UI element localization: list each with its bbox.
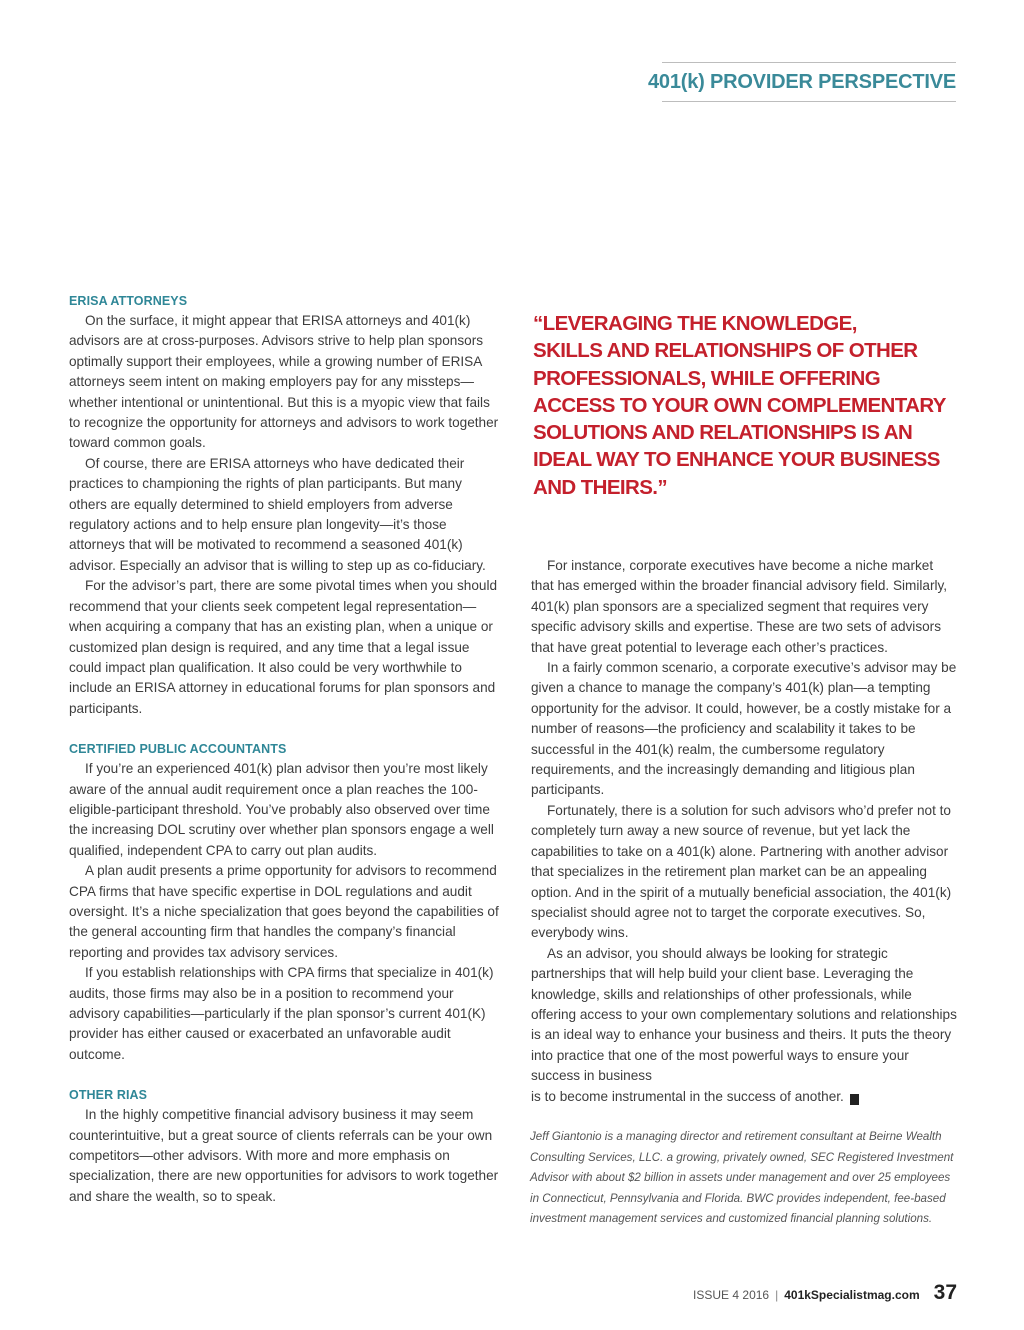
footer-separator: | xyxy=(775,1288,779,1302)
page-footer xyxy=(693,1281,957,1305)
cpa-heading: CERTIFIED PUBLIC ACCOUNTANTS xyxy=(69,742,287,757)
pull-quote: “LEVERAGING THE KNOWLEDGE, SKILLS AND RELATIONSHIPS OF OTHER PROFESSIONALS, WHILE OFFERING ACCESS TO YOUR OWN COMPLEMENTARY SOLUTIONS AND RELATIONSHIPS IS AN IDEAL WAY TO ENHANCE YOUR BUSINESS AND THEIRS.” xyxy=(533,312,946,499)
left-column xyxy=(69,291,499,1207)
right-paragraph-4-closing: is to become instrumental in the success of another. xyxy=(531,1088,844,1104)
erisa-paragraph-1: On the surface, it might appear that ERISA attorneys and 401(k) advisors are at cross-purposes. Advisors strive to help plan sponsors optimally support their employees, while a growing number of ERISA attorneys seem intent on making employers pay for any missteps—whether intentional or unintentional. But this is a myopic view that fails to recognize the opportunity for attorneys and advisors to work together toward common goals. xyxy=(69,313,499,451)
right-paragraph-1: For instance, corporate executives have become a niche market that has emerged within the broader financial advisory field. Similarly, 401(k) plan sponsors are a specialized segment that requires very specific advisory skills and expertise. These are two sets of advisors that have great potential to leverage each other’s practices. xyxy=(531,558,948,655)
erisa-paragraph-2: Of course, there are ERISA attorneys who have dedicated their practices to championing the rights of plan participants. But many others are equally determined to shield employers from adverse regulatory actions and to help ensure plan longevity—it’s those attorneys that will be motivated to recommend a seasoned 401(k) advisor. Especially an advisor that is willing to step up as co-fiduciary. xyxy=(69,455,486,573)
erisa-paragraph-3: For the advisor’s part, there are some pivotal times when you should recommend that your clients seek competent legal representation—when acquiring a company that has an existing plan, when a unique or customized plan design is required, and any time that a legal issue could impact plan qualification. It also could be very worthwhile to include an ERISA attorney in educational forums for plan sponsors and participants. xyxy=(69,578,498,716)
right-column xyxy=(531,556,957,1107)
section-label: 401(k) PROVIDER PERSPECTIVE xyxy=(647,71,956,93)
header-rule-top xyxy=(662,62,956,63)
ria-heading: OTHER RIAS xyxy=(69,1088,148,1103)
cpa-paragraph-1: If you’re an experienced 401(k) plan advisor then you’re most likely aware of the annual audit requirement once a plan reaches the 100-eligible-participant threshold. You’ve probably also observed over time the increasing DOL scrutiny over whether plan sponsors engage a well qualified, independent CPA to carry out plan audits. xyxy=(69,761,494,858)
erisa-heading: ERISA ATTORNEYS xyxy=(69,294,188,308)
right-paragraph-2: In a fairly common scenario, a corporate executive’s advisor may be given a chance to manage the company’s 401(k) plan—a tempting opportunity for the advisor. It could, however, be a costly mistake for a number of reasons—the proficiency and scalability it takes to be successful in the 401(k) realm, the cumbersome regulatory requirements, and the increasingly demanding and litigious plan participants. xyxy=(531,660,957,798)
page-number: 37 xyxy=(933,1281,957,1304)
author-bio: Jeff Giantonio is a managing director and retirement consultant at Beirne Wealth Consulting Services, LLC. a growing, privately owned, SEC Registered Investment Advisor with about $2 billion in assets under management and over 25 employees in Connecticut, Pennsylvania and Florida. BWC provides independent, fee-based investment management services and customized financial planning solutions. xyxy=(530,1130,954,1225)
right-paragraph-4 xyxy=(531,944,957,1107)
end-mark-icon: K xyxy=(850,1094,859,1105)
ria-paragraph-1: In the highly competitive financial advisory business it may seem counterintuitive, but a great source of clients referrals can be your own competitors—other advisors. With more and more emphasis on specialization, there are new opportunities for advisors to work together and share the wealth, so to speak. xyxy=(69,1107,499,1204)
right-paragraph-3: Fortunately, there is a solution for such advisors who’d prefer not to completely turn away a new source of revenue, but yet lack the capabilities to take on a 401(k) alone. Partnering with another advisor that specializes in the retirement plan market can be an appealing option. And in the spirit of a mutually beneficial association, the 401(k) specialist should agree not to target the corporate executives. So, everybody wins. xyxy=(531,802,952,941)
right-paragraph-4-text: As an advisor, you should always be looking for strategic partnerships that will help build your client base. Leveraging the knowledge, skills and relationships of other professionals, while offering access to your own complementary solutions and relationships is an ideal way to enhance your business and theirs. It puts the theory into practice that one of the most powerful ways to ensure your success in business xyxy=(531,945,957,1084)
footer-issue: ISSUE 4 2016 xyxy=(693,1288,770,1302)
cpa-paragraph-3: If you establish relationships with CPA firms that specialize in 401(k) audits, those firms may also be in a position to recommend your advisory capabilities—particularly if the plan sponsor’s current 401(K) provider has either caused or exacerbated an unfavorable audit outcome. xyxy=(69,965,494,1062)
cpa-paragraph-2: A plan audit presents a prime opportunity for advisors to recommend CPA firms that have specific expertise in DOL regulations and audit oversight. It’s a niche specialization that goes beyond the capabilities of the general accounting firm that handles the company’s financial reporting and provides tax advisory services. xyxy=(69,863,499,960)
header-rule-bottom xyxy=(662,101,956,102)
footer-website: 401kSpecialistmag.com xyxy=(784,1288,920,1302)
